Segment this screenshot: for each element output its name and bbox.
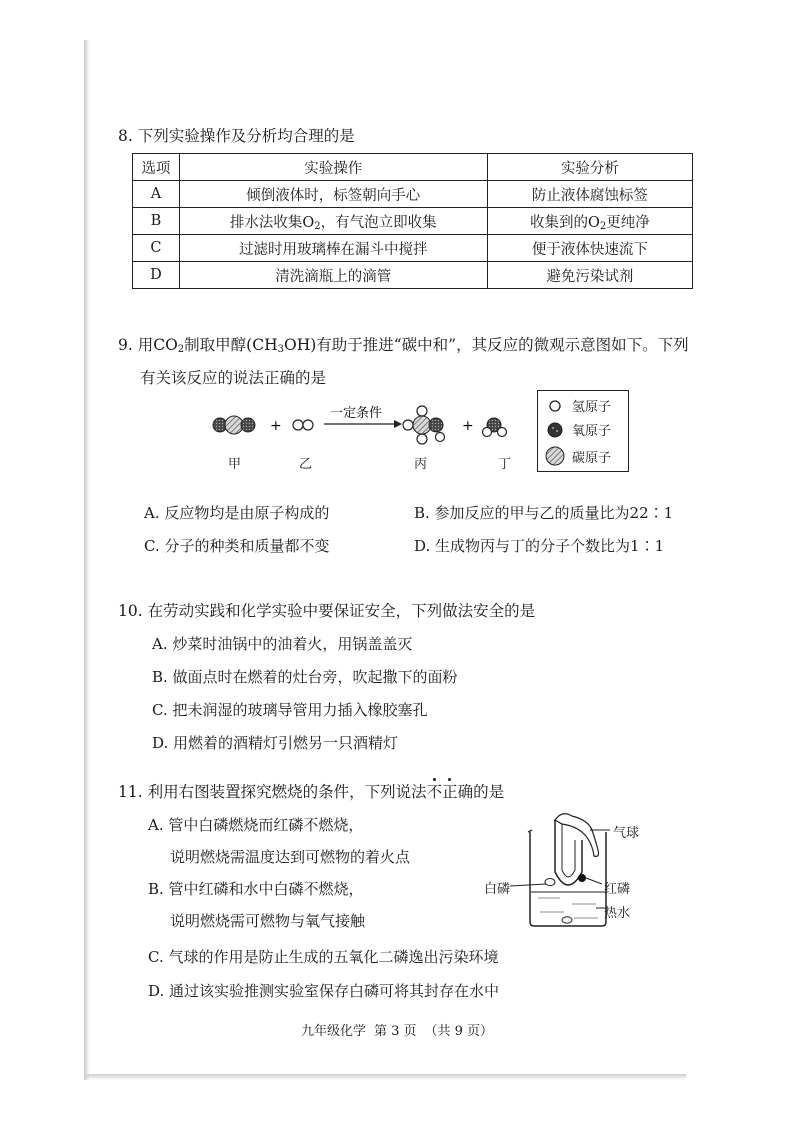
- footer-total: （共 9 页）: [424, 1024, 494, 1039]
- label-yi: 乙: [299, 457, 313, 472]
- text-part: 收集到的O: [529, 214, 600, 231]
- q9-option-d: D. 生成物丙与丁的分子个数比为1∶1: [414, 537, 665, 555]
- table-row: [133, 181, 693, 208]
- text-part: 11. 利用右图装置探究燃烧的条件，下列说法: [118, 783, 427, 801]
- page-footer: [0, 1020, 794, 1039]
- q11-option-b-line1: B. 管中红磷和水中白磷不燃烧，: [148, 880, 364, 898]
- table-cell-analysis: 防止液体腐蚀标签: [487, 181, 692, 208]
- q9-stem-line1: [118, 338, 689, 355]
- label-hot-water: 热水: [604, 906, 631, 921]
- q11-stem: [118, 785, 504, 801]
- legend-item-carbon: [544, 445, 611, 467]
- label-red-phosphorus: 红磷: [604, 882, 631, 897]
- text-part: 排水法收集O: [229, 214, 315, 231]
- legend-label: 氧原子: [572, 424, 612, 439]
- table-cell-operation: 过滤时用玻璃棒在漏斗中搅拌: [179, 235, 487, 262]
- footer-page: 第 3 页: [373, 1024, 417, 1039]
- q9-option-c: C. 分子的种类和质量都不变: [144, 537, 330, 555]
- table-row: [133, 262, 693, 289]
- table-cell-analysis: [487, 208, 692, 235]
- text-part: 确的是: [457, 783, 505, 801]
- table-row: [133, 208, 693, 235]
- q11-option-b-line2: 说明燃烧需可燃物与氧气接触: [170, 912, 366, 930]
- q10-option-a: A. 炒菜时油锅中的油着火，用锅盖盖灭: [152, 635, 413, 653]
- table-header: 实验操作: [179, 154, 487, 181]
- text-part: 更纯净: [606, 214, 650, 231]
- table-cell-option: C: [133, 235, 180, 262]
- footer-subject: 九年级化学: [300, 1024, 366, 1039]
- scan-edge-shadow-bottom: [86, 1074, 686, 1080]
- table-header: 实验分析: [487, 154, 692, 181]
- table-row: [133, 235, 693, 262]
- carbon-atom-icon: [544, 445, 566, 467]
- reaction-diagram: [200, 395, 530, 450]
- label-ding: 丁: [498, 457, 512, 472]
- legend-item-oxygen: [544, 420, 611, 439]
- q10-option-c: C. 把未润湿的玻璃导管用力插入橡胶塞孔: [152, 701, 428, 719]
- table-cell-analysis: 避免污染试剂: [487, 262, 692, 289]
- plus-sign: +: [462, 418, 474, 434]
- h2-molecule: [293, 420, 313, 430]
- q11-option-a-line2: 说明燃烧需温度达到可燃物的着火点: [170, 848, 411, 866]
- arrow-head: [394, 420, 402, 428]
- legend-label: 碳原子: [572, 450, 612, 466]
- text-part: ，有气泡立即收集: [320, 214, 437, 231]
- oxygen-atom-icon: [544, 421, 566, 439]
- table-cell-option: D: [133, 262, 180, 289]
- legend-item-hydrogen: [544, 396, 611, 415]
- q11-option-c: C. 气球的作用是防止生成的五氧化二磷逸出污染环境: [148, 948, 499, 966]
- subscript: 2: [177, 344, 185, 355]
- q10-option-d: D. 用燃着的酒精灯引燃另一只酒精灯: [152, 734, 399, 752]
- table-cell-operation: [179, 208, 487, 235]
- emphasis-char: 不: [426, 783, 443, 801]
- table-cell-option: B: [133, 208, 180, 235]
- q10-stem: 10. 在劳动实践和化学实验中要保证安全，下列做法安全的是: [118, 602, 536, 620]
- label-white-phosphorus: 白磷: [484, 882, 511, 897]
- legend-label: 氢原子: [572, 400, 612, 415]
- label-balloon: 气球: [613, 826, 640, 841]
- label-bing: 丙: [414, 457, 428, 472]
- scan-edge-shadow: [84, 40, 90, 1080]
- text-part: 制取甲醇(CH: [184, 336, 278, 354]
- table-header: 选项: [133, 154, 180, 181]
- subscript: 2: [314, 220, 321, 232]
- emphasis-char: 正: [442, 783, 458, 801]
- methanol-molecule: [403, 406, 445, 444]
- hydrogen-atom-icon: [544, 399, 566, 413]
- water-molecule: [483, 418, 507, 437]
- atom-legend: [537, 390, 629, 472]
- table-cell-operation: 清洗滴瓶上的滴管: [179, 262, 487, 289]
- q9-stem-line2: 有关该反应的说法正确的是: [140, 369, 327, 387]
- q8-table: [132, 153, 693, 289]
- q10-option-b: B. 做面点时在燃着的灶台旁，吹起撒下的面粉: [152, 668, 458, 686]
- q11-option-d: D. 通过该实验推测实验室保存白磷可将其封存在水中: [148, 982, 500, 1000]
- q9-option-b: B. 参加反应的甲与乙的质量比为22∶1: [414, 504, 674, 522]
- text-part: OH)有助于推进“碳中和”，其反应的微观示意图如下。下列: [283, 336, 689, 354]
- table-cell-analysis: 便于液体快速流下: [487, 235, 692, 262]
- table-cell-option: A: [133, 181, 180, 208]
- subscript: 3: [277, 344, 284, 355]
- text-part: 9. 用CO: [118, 336, 178, 354]
- label-jia: 甲: [228, 457, 242, 472]
- table-cell-operation: 倾倒液体时，标签朝向手心: [179, 181, 487, 208]
- co2-molecule: [213, 416, 255, 434]
- subscript: 2: [599, 220, 607, 232]
- plus-sign: +: [270, 418, 282, 434]
- q11-option-a-line1: A. 管中白磷燃烧而红磷不燃烧，: [148, 816, 364, 834]
- q8-stem: 8. 下列实验操作及分析均合理的是: [118, 127, 355, 145]
- q9-option-a: A. 反应物均是由原子构成的: [144, 504, 330, 522]
- reaction-condition: 一定条件: [330, 406, 383, 421]
- table-header-row: [133, 154, 693, 181]
